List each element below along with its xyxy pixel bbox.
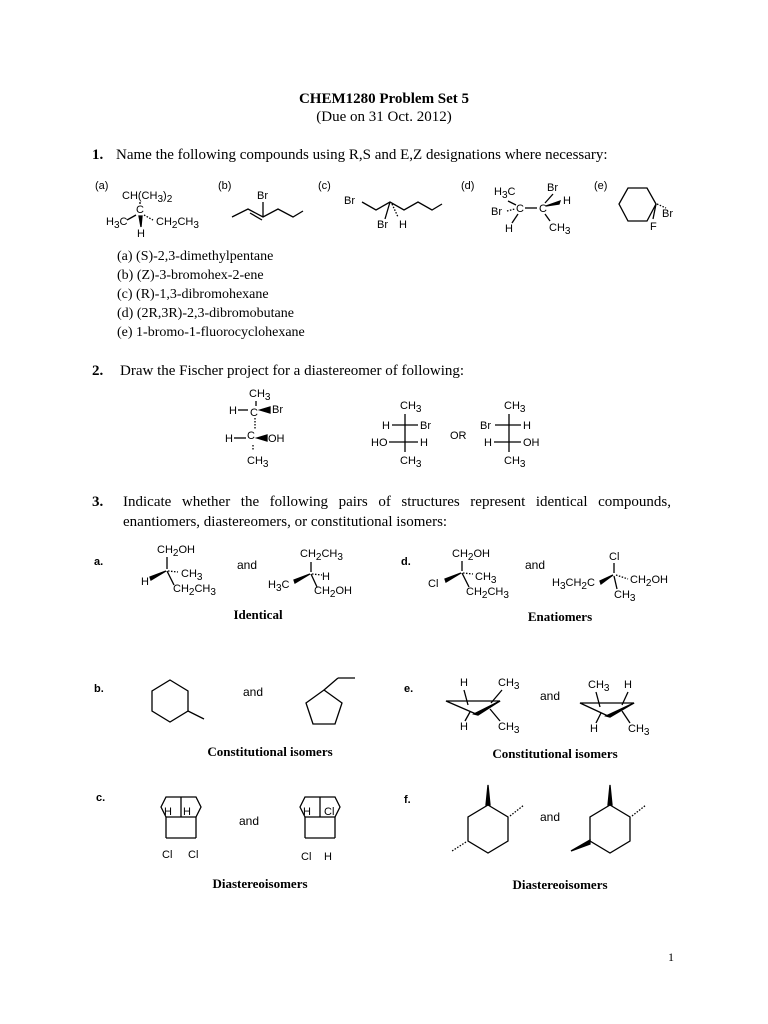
atom-label: CH3: [181, 568, 203, 583]
hashed-bond: [312, 574, 322, 575]
bond: [596, 713, 601, 723]
hashed-bond: [168, 571, 178, 572]
atom-label: CH2OH: [630, 574, 668, 589]
atom-label: H: [563, 195, 571, 207]
q2-structures: [0, 385, 768, 470]
q3-structures: [0, 535, 768, 905]
bond: [614, 576, 617, 589]
wedge-bond: [546, 201, 560, 206]
atom-label: H: [183, 806, 191, 818]
q3-label-f: f.: [404, 794, 411, 806]
atom-label: C: [250, 407, 258, 419]
hashed-bond: [507, 209, 515, 211]
atom-label: H: [460, 721, 468, 733]
atom-label: H: [324, 851, 332, 863]
atom-label: H3C: [268, 579, 290, 594]
bond: [512, 214, 518, 223]
atom-label: Br: [272, 404, 283, 416]
atom-label: H: [322, 571, 330, 583]
q1-answers: [117, 247, 305, 342]
cyclohexane-ring: [590, 805, 630, 853]
bond: [232, 209, 303, 217]
atom-label: CH3: [549, 222, 571, 237]
hashed-bond: [616, 575, 628, 579]
atom-label: H: [420, 437, 428, 449]
atom-label: H: [141, 576, 149, 588]
atom-label: OH: [523, 437, 540, 449]
atom-label: CH3: [588, 679, 610, 694]
atom-label: CH2CH3: [466, 586, 509, 601]
q1-label-e: (e): [594, 180, 608, 192]
question-3-number: 3.: [92, 494, 104, 510]
atom-label: CH3: [400, 400, 422, 415]
atom-label: H3C: [494, 186, 516, 201]
q1-label-c: (c): [318, 180, 331, 192]
atom-label: H: [229, 405, 237, 417]
atom-label: Cl: [162, 849, 173, 861]
answer-f-caption: Diastereoisomers: [512, 877, 608, 892]
atom-label: CH3: [475, 571, 497, 586]
atom-label: CH(CH3)2: [122, 190, 173, 205]
answer-d-caption: Enatiomers: [527, 609, 593, 624]
q3-label-d: d.: [401, 556, 411, 568]
bond: [508, 201, 516, 205]
atom-label: Cl: [609, 551, 620, 563]
atom-label: H3CH2C: [552, 577, 595, 592]
atom-label: H: [137, 228, 145, 240]
q1-structures: [0, 175, 768, 245]
wedge-bond: [257, 435, 267, 441]
atom-label: H: [382, 420, 390, 432]
atom-label: H: [399, 219, 407, 231]
atom-label: H: [523, 420, 531, 432]
bond: [545, 214, 550, 221]
atom-label: C: [247, 430, 255, 442]
answer-a: (a) (S)-2,3-dimethylpentane: [117, 249, 274, 264]
wedge-bond: [474, 701, 500, 715]
answer-c-caption: Diastereoisomers: [212, 876, 308, 891]
answer-e: (e) 1-bromo-1-fluorocyclohexane: [117, 325, 305, 340]
q3-label-b: b.: [94, 683, 104, 695]
q1-label-a: (a): [95, 180, 109, 192]
atom-label: Br: [344, 195, 355, 207]
atom-label: C: [539, 203, 547, 215]
bond: [622, 711, 630, 723]
atom-label: H: [484, 437, 492, 449]
and-e: and: [540, 689, 561, 703]
q3-label-a: a.: [94, 556, 104, 568]
atom-label: CH3: [400, 455, 422, 470]
atom-label: H: [303, 806, 311, 818]
atom-label: Br: [547, 182, 558, 194]
atom-label: H3C: [106, 216, 128, 231]
page-title: CHEM1280 Problem Set 5: [298, 91, 470, 107]
atom-label: CH3: [498, 677, 520, 692]
atom-label: Cl: [188, 849, 199, 861]
atom-label: HO: [371, 437, 388, 449]
question-3-text-line1: Indicate whether the following pairs of structures represent identical compounds,: [123, 494, 671, 510]
wedge-bond: [606, 703, 634, 717]
atom-label: F: [650, 221, 657, 233]
q3-label-c: c.: [96, 792, 106, 804]
q3-label-e: e.: [404, 683, 414, 695]
atom-label: H: [460, 677, 468, 689]
atom-label: Br: [420, 420, 431, 432]
wedge-bond: [294, 574, 310, 583]
atom-label: Br: [662, 208, 673, 220]
atom-label: Cl: [324, 806, 335, 818]
bond: [465, 712, 470, 721]
hashed-bond: [510, 805, 524, 816]
cyclohexane-ring: [152, 680, 188, 722]
wedge-bond: [260, 407, 270, 413]
atom-label: Br: [257, 190, 268, 202]
wedge-bond: [445, 573, 461, 582]
and-c: and: [239, 814, 260, 828]
hashed-bond: [463, 573, 473, 574]
and-b: and: [243, 685, 264, 699]
bond: [464, 690, 468, 705]
bond: [462, 573, 469, 587]
wedge-bond: [150, 571, 166, 580]
wedge-bond: [486, 785, 490, 805]
atom-label: CH2OH: [314, 585, 352, 600]
wedge-bond: [571, 840, 590, 851]
due-date: (Due on 31 Oct. 2012): [316, 109, 452, 125]
atom-label: OH: [268, 433, 285, 445]
atom-label: CH2CH3: [300, 548, 343, 563]
question-1-number: 1.: [92, 147, 104, 163]
or-label: OR: [450, 430, 467, 442]
atom-label: CH2CH3: [173, 583, 216, 598]
answer-e-caption: Constitutional isomers: [492, 746, 618, 761]
atom-label: CH3: [504, 455, 526, 470]
bond: [250, 213, 262, 220]
and-d: and: [525, 558, 546, 572]
question-1-text: Name the following compounds using R,S and E,Z designations where necessary:: [116, 147, 608, 163]
bond: [127, 215, 136, 220]
atom-label: CH2OH: [452, 548, 490, 563]
cyclohexane-ring: [468, 805, 508, 853]
answer-a-caption: Identical: [233, 607, 283, 622]
hashed-bond: [144, 215, 153, 220]
atom-label: CH3: [614, 589, 636, 604]
question-2-text: Draw the Fischer project for a diastereomer of following:: [120, 363, 465, 379]
cyclopropane-ring: [580, 703, 634, 716]
answer-c: (c) (R)-1,3-dibromohexane: [117, 287, 269, 302]
atom-label: Cl: [428, 578, 439, 590]
atom-label: CH3: [498, 721, 520, 736]
atom-label: CH3: [249, 388, 271, 403]
atom-label: Cl: [301, 851, 312, 863]
atom-label: Br: [377, 219, 388, 231]
question-3-text-line2: enantiomers, diastereomers, or constitutional isomers:: [123, 514, 448, 530]
atom-label: H: [624, 679, 632, 691]
bond: [545, 194, 553, 203]
question-2-number: 2.: [92, 363, 104, 379]
bond: [490, 709, 500, 721]
answer-b-caption: Constitutional isomers: [207, 744, 333, 759]
cyclopentane-ring: [306, 690, 342, 724]
answer-b: (b) (Z)-3-bromohex-2-ene: [117, 268, 264, 283]
atom-label: C: [516, 203, 524, 215]
q1-label-b: (b): [218, 180, 232, 192]
wedge-bond: [608, 785, 612, 805]
atom-label: Br: [480, 420, 491, 432]
wedge-bond: [600, 575, 613, 584]
and-a: and: [237, 558, 258, 572]
methyl-bond: [188, 711, 204, 719]
atom-label: C: [136, 204, 144, 216]
atom-label: CH3: [247, 455, 269, 470]
page-number: 1: [668, 950, 674, 964]
atom-label: H: [590, 723, 598, 735]
bond: [362, 202, 442, 210]
and-f: and: [540, 810, 561, 824]
atom-label: CH3: [504, 400, 526, 415]
wedge-bond: [139, 216, 142, 227]
atom-label: CH3: [628, 723, 650, 738]
bond: [596, 692, 600, 707]
atom-label: H: [505, 223, 513, 235]
ethyl-bond: [324, 678, 338, 690]
atom-label: CH2CH3: [156, 216, 199, 231]
cyclohexane-ring: [619, 188, 656, 221]
atom-label: CH2OH: [157, 544, 195, 559]
hashed-bond: [452, 842, 466, 851]
atom-label: Br: [491, 206, 502, 218]
q1-label-d: (d): [461, 180, 475, 192]
hashed-bond: [632, 805, 646, 816]
atom-label: H: [225, 433, 233, 445]
answer-d: (d) (2R,3R)-2,3-dibromobutane: [117, 306, 294, 321]
atom-label: H: [164, 806, 172, 818]
